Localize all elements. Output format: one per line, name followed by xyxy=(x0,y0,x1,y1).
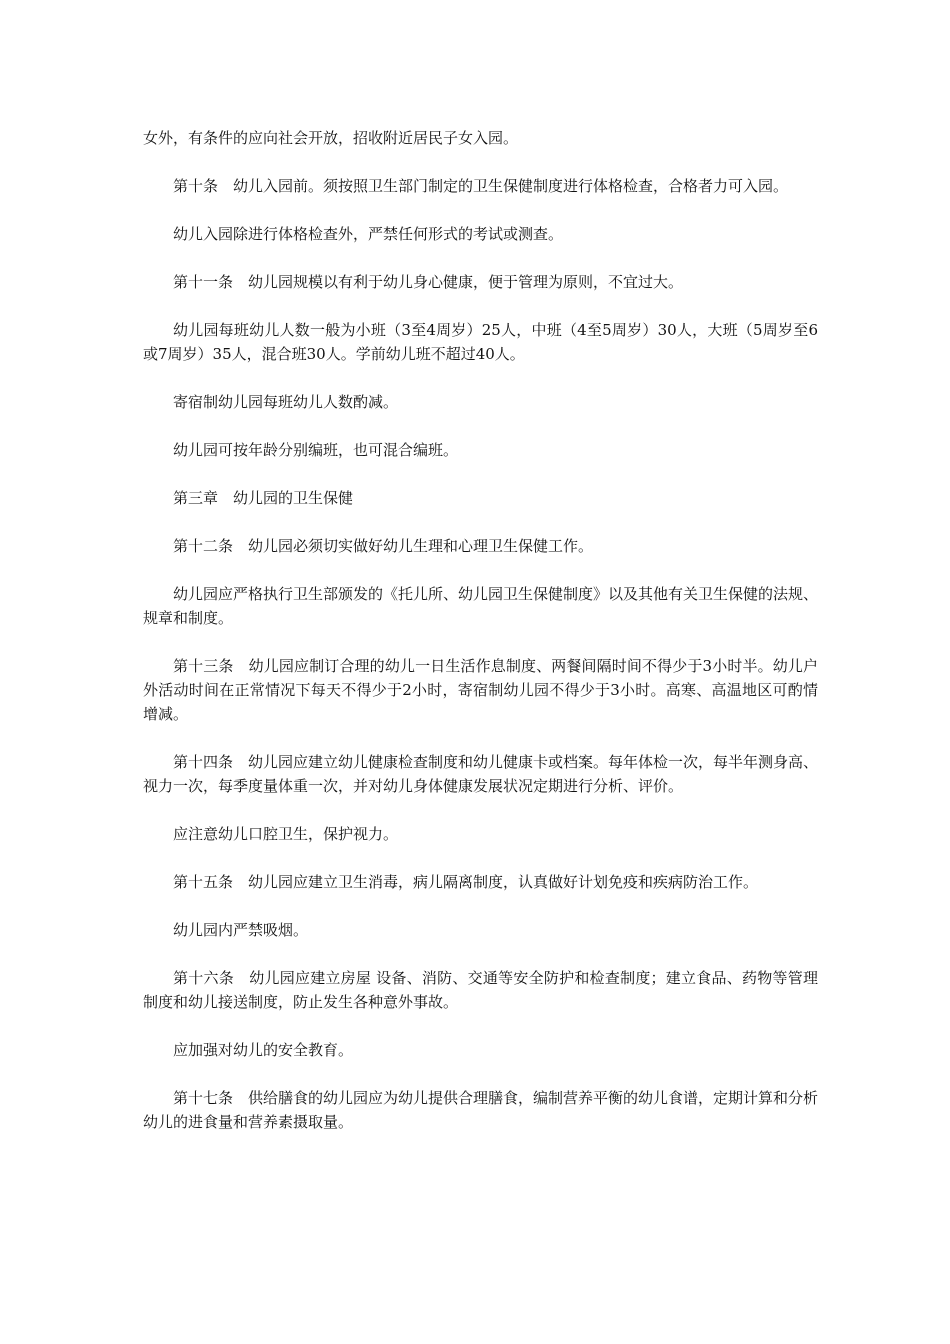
article-paragraph: 第十条 幼儿入园前。须按照卫生部门制定的卫生保健制度进行体格检查，合格者力可入园。 xyxy=(173,177,789,195)
paragraph: 女外，有条件的应向社会开放，招收附近居民子女入园。 xyxy=(143,129,519,147)
paragraph: 幼儿园内严禁吸烟。 xyxy=(173,921,309,939)
paragraph: 应注意幼儿口腔卫生，保护视力。 xyxy=(173,825,399,843)
chapter-heading: 第三章 幼儿园的卫生保健 xyxy=(173,489,354,507)
paragraph: 幼儿园应严格执行卫生部颁发的《托儿所、幼儿园卫生保健制度》以及其他有关卫生保健的法规、规章和制度。 xyxy=(143,585,819,627)
article-paragraph: 第十七条 供给膳食的幼儿园应为幼儿提供合理膳食，编制营养平衡的幼儿食谱，定期计算和分析幼儿的进食量和营养素摄取量。 xyxy=(143,1089,819,1131)
article-paragraph: 第十六条 幼儿园应建立房屋 设备、消防、交通等安全防护和检查制度；建立食品、药物等管理制度和幼儿接送制度，防止发生各种意外事故。 xyxy=(143,969,818,1011)
article-paragraph: 第十五条 幼儿园应建立卫生消毒，病儿隔离制度，认真做好计划免疫和疾病防治工作。 xyxy=(173,873,759,891)
paragraph: 幼儿入园除进行体格检查外，严禁任何形式的考试或测查。 xyxy=(173,225,564,243)
article-paragraph: 第十一条 幼儿园规模以有利于幼儿身心健康，便于管理为原则，不宜过大。 xyxy=(173,273,684,291)
article-paragraph: 第十四条 幼儿园应建立幼儿健康检查制度和幼儿健康卡或档案。每年体检一次，每半年测身高、视力一次，每季度量体重一次，并对幼儿身体健康发展状况定期进行分析、评价。 xyxy=(143,753,819,795)
document-body xyxy=(143,126,818,1158)
article-paragraph: 第十三条 幼儿园应制订合理的幼儿一日生活作息制度、两餐间隔时间不得少于3小时半。幼儿户外活动时间在正常情况下每天不得少于2小时，寄宿制幼儿园不得少于3小时。高寒、高温地区可酌情增减。 xyxy=(143,657,818,723)
paragraph: 幼儿园每班幼儿人数一般为小班（3至4周岁）25人，中班（4至5周岁）30人，大班（5周岁至6或7周岁）35人，混合班30人。学前幼儿班不超过40人。 xyxy=(143,321,818,363)
paragraph: 应加强对幼儿的安全教育。 xyxy=(173,1041,354,1059)
article-paragraph: 第十二条 幼儿园必须切实做好幼儿生理和心理卫生保健工作。 xyxy=(173,537,594,555)
paragraph: 寄宿制幼儿园每班幼儿人数酌减。 xyxy=(173,393,399,411)
paragraph: 幼儿园可按年龄分别编班，也可混合编班。 xyxy=(173,441,459,459)
